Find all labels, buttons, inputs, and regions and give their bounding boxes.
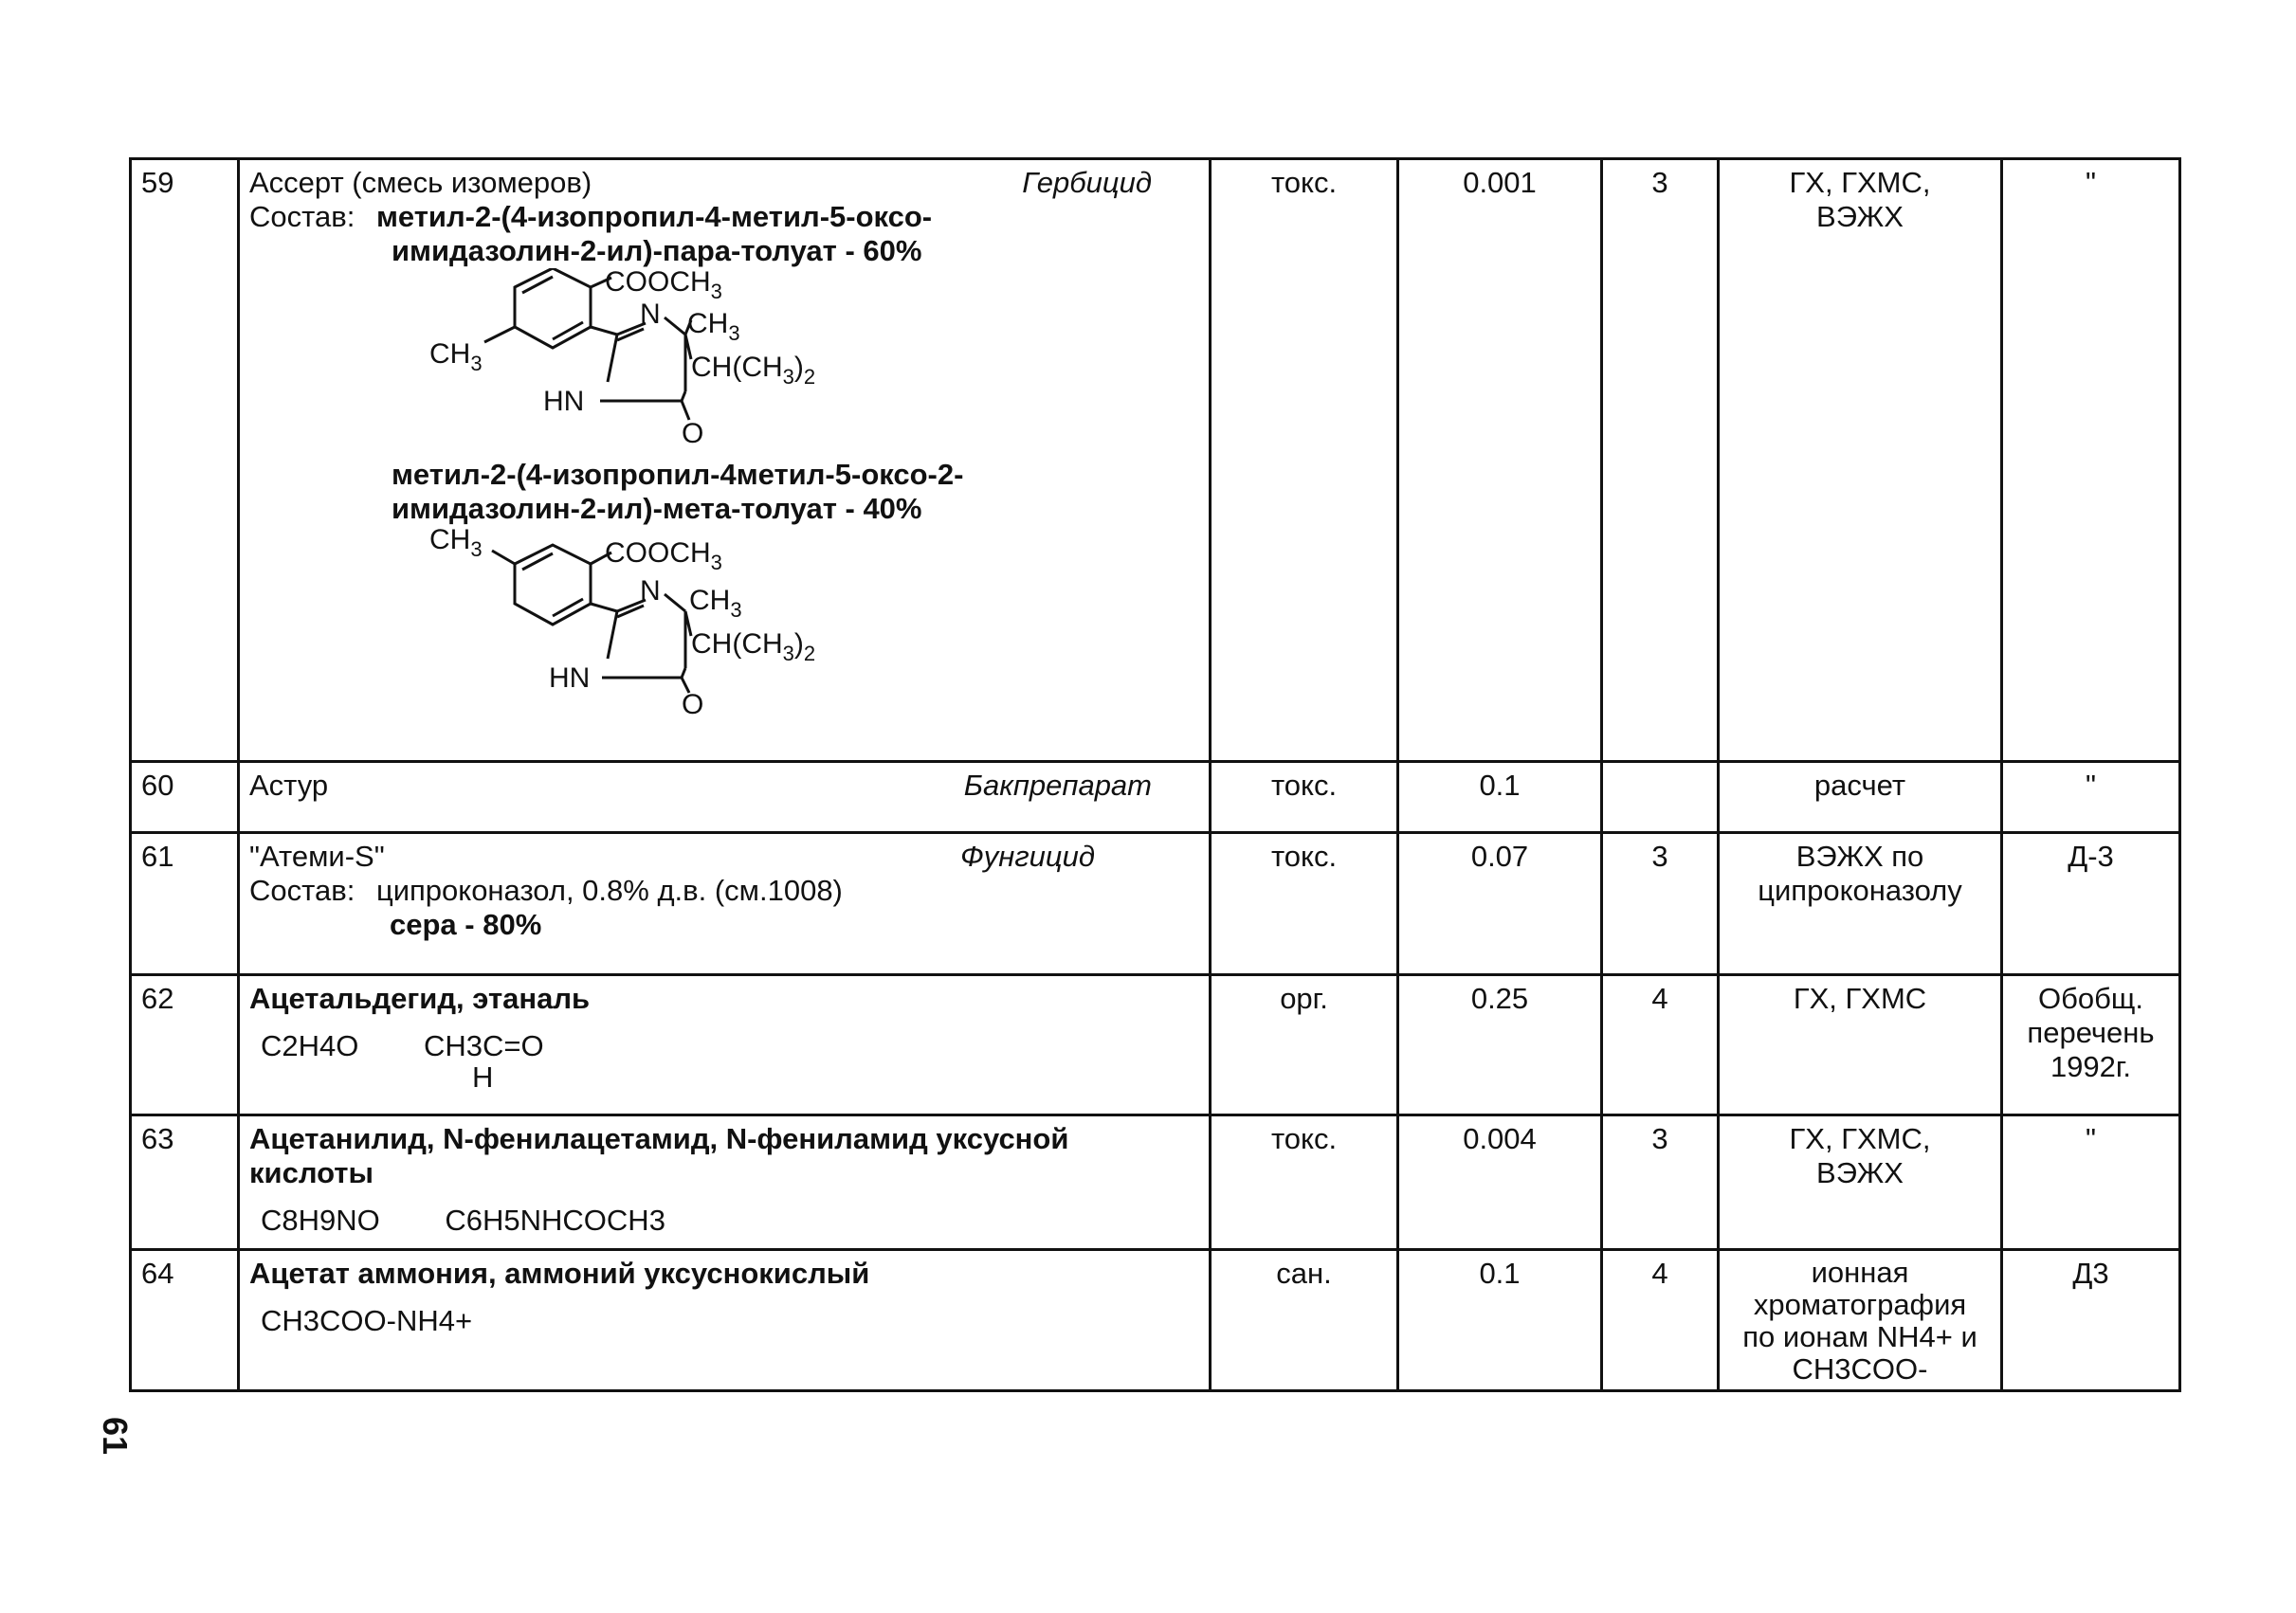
methyl-label: $CH_3$ (429, 338, 483, 375)
row-number: 63 (131, 1115, 239, 1250)
class-cell: 4 (1602, 975, 1719, 1115)
ester-label: $COOCH_3$ (605, 268, 722, 303)
source-cell: Д-3 (2002, 833, 2180, 975)
method-cell: ВЭЖХ по ципроконазолу (1719, 833, 2002, 975)
molecular-formula: C8H9NO (261, 1204, 380, 1237)
component-1-line-2: имидазолин-2-ил)-пара-толуат - 60% (392, 234, 922, 267)
isopropyl-label: $CH(CH_3)_2$ (691, 352, 816, 389)
hazard-cell: токс. (1211, 762, 1398, 833)
structure-para-isomer (401, 268, 818, 448)
row-number: 60 (131, 762, 239, 833)
hazard-cell: токс. (1211, 1115, 1398, 1250)
formula-hydrogen: H (472, 1060, 494, 1094)
component-1: ципроконазол, 0.8% д.в. (см.1008) (375, 874, 843, 907)
row-number: 62 (131, 975, 239, 1115)
source-cell: Д3 (2002, 1250, 2180, 1391)
source-cell: " (2002, 1115, 2180, 1250)
methyl-2-label: $CH_3$ (687, 308, 740, 345)
n-label: N (640, 575, 661, 607)
nh-label: HN (549, 662, 591, 694)
class-cell: 3 (1602, 1115, 1719, 1250)
substance-category: Бакпрепарат (963, 769, 1152, 802)
method-cell: ГХ, ГХМС (1719, 975, 2002, 1115)
hazard-cell: токс. (1211, 833, 1398, 975)
isopropyl-label: $CH(CH_3)_2$ (691, 628, 816, 665)
source-cell: " (2002, 159, 2180, 762)
class-cell: 4 (1602, 1250, 1719, 1391)
substance-name: "Атеми-S" (249, 840, 385, 873)
table-row (131, 833, 2180, 975)
composition-label: Состав: (249, 874, 355, 907)
substance-cell (239, 1250, 1211, 1391)
class-cell (1602, 762, 1719, 833)
value-cell: 0.25 (1398, 975, 1602, 1115)
substance-cell (239, 762, 1211, 833)
value-cell: 0.1 (1398, 1250, 1602, 1391)
value-cell: 0.1 (1398, 762, 1602, 833)
substance-cell (239, 1115, 1211, 1250)
component-2-line-2: имидазолин-2-ил)-мета-толуат - 40% (392, 492, 922, 525)
structure-meta-isomer (401, 526, 818, 716)
method-cell: ГХ, ГХМС, ВЭЖХ (1719, 1115, 2002, 1250)
value-cell: 0.004 (1398, 1115, 1602, 1250)
methyl-2-label: $CH_3$ (689, 585, 742, 622)
formula-line (249, 1029, 1199, 1063)
row-number: 61 (131, 833, 239, 975)
method-cell: расчет (1719, 762, 2002, 833)
table-row (131, 975, 2180, 1115)
structural-formula: CH3C=O (424, 1029, 544, 1062)
structural-formula: C6H5NHCOCH3 (445, 1204, 665, 1237)
methyl-label: $CH_3$ (429, 526, 483, 561)
value-cell: 0.001 (1398, 159, 1602, 762)
row-number: 59 (131, 159, 239, 762)
method-cell: ионная хроматография по ионам NH4+ и CH3COO- (1719, 1250, 2002, 1391)
formula-line (249, 1204, 1199, 1238)
row-number: 64 (131, 1250, 239, 1391)
substance-name: Ацетальдегид, этаналь (249, 982, 591, 1015)
hazard-cell: орг. (1211, 975, 1398, 1115)
substances-table (129, 157, 2181, 1392)
table-row (131, 762, 2180, 833)
hazard-cell: сан. (1211, 1250, 1398, 1391)
n-label: N (640, 299, 661, 330)
composition-label: Состав: (249, 200, 355, 233)
molecular-formula: C2H4O (261, 1029, 359, 1062)
source-cell: " (2002, 762, 2180, 833)
component-2-line-1: метил-2-(4-изопропил-4метил-5-оксо-2- (392, 458, 964, 491)
class-cell: 3 (1602, 833, 1719, 975)
substance-name: Ацетат аммония, аммоний уксуснокислый (249, 1257, 870, 1290)
class-cell: 3 (1602, 159, 1719, 762)
table-row (131, 159, 2180, 762)
table-row (131, 1115, 2180, 1250)
component-2: сера - 80% (390, 908, 542, 941)
substance-category: Гербицид (1022, 166, 1152, 199)
nh-label: HN (543, 386, 585, 417)
source-cell: Обобщ. перечень 1992г. (2002, 975, 2180, 1115)
substance-name: Ацетанилид, N-фенилацетамид, N-фениламид уксусной кислоты (249, 1122, 1069, 1189)
hazard-cell: токс. (1211, 159, 1398, 762)
substance-cell (239, 159, 1211, 762)
component-1-line-1: метил-2-(4-изопропил-4-метил-5-оксо- (375, 200, 933, 233)
substance-cell (239, 833, 1211, 975)
ester-label: $COOCH_3$ (605, 537, 722, 574)
substance-name: Астур (249, 769, 329, 802)
table-row (131, 1250, 2180, 1391)
oxo-label: O (682, 689, 704, 716)
substance-name: Ассерт (смесь изомеров) (249, 166, 592, 199)
value-cell: 0.07 (1398, 833, 1602, 975)
substance-category: Фунгицид (960, 840, 1095, 873)
method-cell: ГХ, ГХМС, ВЭЖХ (1719, 159, 2002, 762)
molecular-formula: CH3COO-NH4+ (261, 1304, 473, 1337)
page-number: 61 (96, 1417, 135, 1456)
oxo-label: O (682, 418, 704, 448)
substance-cell (239, 975, 1211, 1115)
